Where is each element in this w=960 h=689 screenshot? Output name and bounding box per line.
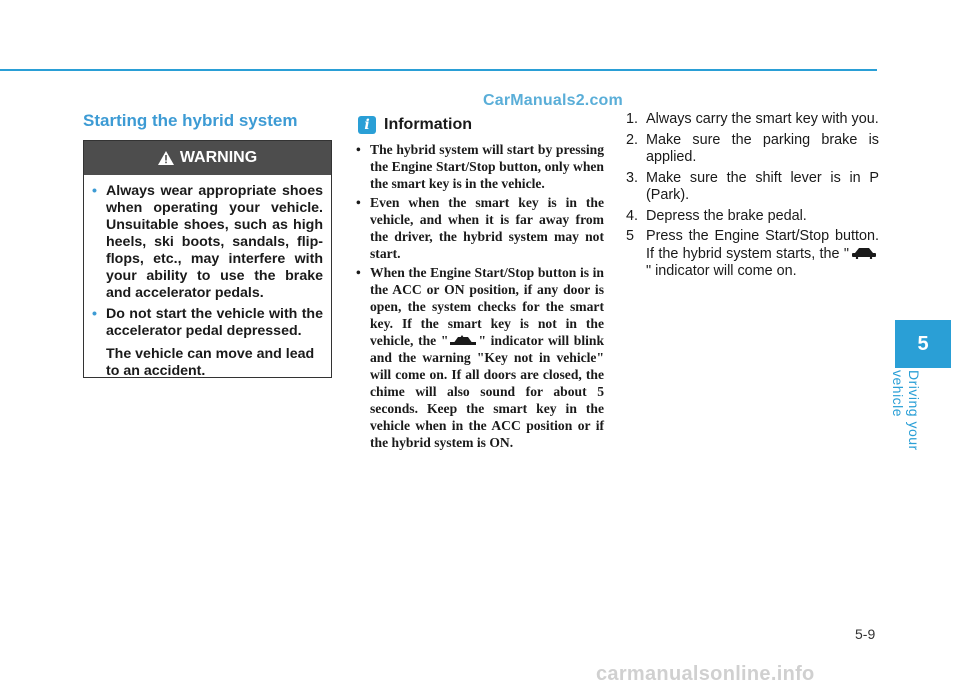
watermark-bottom: carmanualsonline.info	[596, 663, 815, 685]
list-item-text: The hybrid system will start by pressing the Engine Start/Stop button, only when the smart key is in the vehicle.	[370, 142, 604, 191]
list-item: • When the Engine Start/Stop button is in the ACC or ON position, if any door is open, the system checks for the smart key. If the smart key is not in the vehicle, the " " indicator will blink and the warning "Key not in vehicle" will come on. If all doors are closed, the chime will also sound for about 5 seconds. Keep the smart key in the vehicle when in the ACC position or if the hybrid system is ON.	[356, 265, 605, 450]
step-item	[626, 170, 879, 205]
step-text: Always carry the smart key with you.	[646, 111, 879, 127]
step-item	[626, 228, 879, 281]
step-number: 4.	[626, 207, 639, 224]
warning-item-text: Do not start the vehicle with the accelerator pedal depressed.	[106, 306, 323, 339]
warning-item-text: Always wear appropriate shoes when operating your vehicle. Unsuitable shoes, such as high heels, ski boots, sandals, flip-flops, etc., may interfere with your ability to use the brake and accelerator pedals.	[106, 183, 323, 301]
information-title: Information	[384, 116, 472, 133]
step-text: " indicator will come on.	[646, 263, 797, 279]
chapter-tab: 5	[895, 320, 951, 368]
warning-box	[83, 140, 332, 378]
information-heading	[358, 116, 472, 134]
steps-list	[626, 111, 879, 284]
warning-item	[92, 306, 323, 340]
step-item	[626, 132, 879, 167]
page-number: 5-9	[855, 626, 876, 642]
step-number: 2.	[626, 131, 639, 148]
step-text: Make sure the shift lever is in P (Park).	[646, 169, 879, 203]
step-text: Press the Engine Start/Stop button. If the hybrid system starts, the "	[646, 228, 879, 262]
list-item-text: " indicator will blink and the warning "Key not in vehicle" will come on. If all doors are closed, the chime will also sound for about 5 seconds. Keep the smart key in the vehicle when in the ACC position or if the hybrid system is ON.	[370, 333, 605, 450]
chapter-label: Driving your vehicle	[890, 370, 922, 451]
warning-note: The vehicle can move and lead to an accident.	[106, 346, 315, 379]
warning-header	[84, 141, 331, 175]
hybrid-ready-car-icon	[849, 247, 879, 259]
bullet-icon: •	[92, 306, 97, 322]
info-icon: i	[358, 116, 376, 134]
step-number: 1.	[626, 111, 639, 127]
list-item: • Even when the smart key is in the vehicle, and when it is far away from the driver, the hybrid system may not start.	[356, 195, 604, 261]
warning-item	[92, 183, 323, 302]
warning-title: WARNING	[179, 149, 258, 166]
key-indicator-icon	[448, 334, 478, 346]
step-text: Depress the brake pedal.	[646, 207, 807, 224]
section-title: Starting the hybrid system	[83, 111, 298, 130]
warning-triangle-icon	[158, 151, 174, 165]
information-list	[354, 141, 604, 453]
step-number: 5	[626, 228, 635, 244]
list-item-text: When the Engine Start/Stop button is in the ACC or ON position, if any door is open, the system checks for the smart key. If the smart key is not in the vehicle, the "	[370, 265, 604, 348]
list-item: • The hybrid system will start by pressing the Engine Start/Stop button, only when the smart key is in the vehicle.	[356, 142, 604, 191]
bullet-icon: •	[92, 183, 97, 199]
top-rule	[0, 69, 877, 71]
step-number: 3.	[626, 169, 639, 186]
list-item-text: Even when the smart key is in the vehicle, and when it is far away from the driver, the hybrid system may not start.	[370, 195, 604, 261]
step-item	[626, 208, 879, 226]
step-text: Make sure the parking brake is applied.	[646, 131, 879, 165]
step-item	[626, 111, 879, 129]
watermark-top: CarManuals2.com	[483, 92, 623, 109]
